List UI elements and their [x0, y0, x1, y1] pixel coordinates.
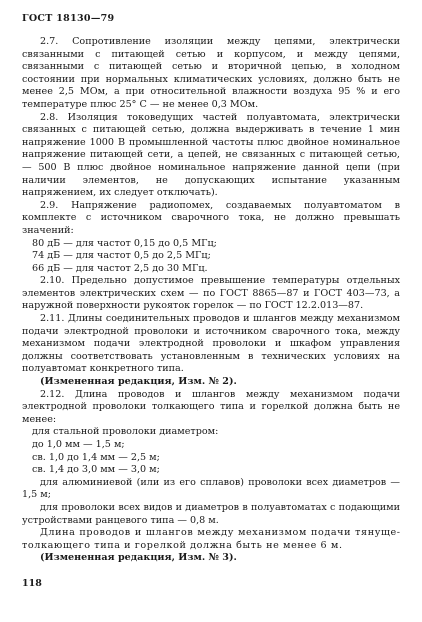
list-item: 74 дБ — для частот 0,5 до 2,5 МГц; [32, 250, 211, 262]
paragraph-2-12: 2.12. Длина проводов и шлангов между механизмом подачи электродной проволоки толкающего типа и горелкой должна быть не менее: [22, 388, 400, 425]
list-item: для стальной проволоки диаметром: [32, 426, 219, 438]
list-item: св. 1,4 до 3,0 мм — 3,0 м; [32, 464, 160, 476]
page-number: 118 [22, 578, 42, 589]
amendment-note: (Измененная редакция, Изм. № 3). [40, 552, 237, 564]
paragraph-aluminium: для алюминиевой (или из его сплавов) проволоки всех диаметров — 1,5 м; [22, 476, 400, 501]
list-item: 80 дБ — для частот 0,15 до 0,5 МГц; [32, 237, 217, 249]
paragraph-2-10: 2.10. Предельно допустимое превышение температуры отдельных элементов электрических схем — по ГОСТ 8865—87 и ГОСТ 403—73, а наружной поверхности рукояток горелок — по ГОСТ 12.2.013—87. [22, 275, 400, 312]
paragraph-all-wires: для проволоки всех видов и диаметров в полуавтоматах с подающими устройствами ранцевого типа — 0,8 м. [22, 501, 400, 526]
list-item: св. 1,0 до 1,4 мм — 2,5 м; [32, 451, 160, 463]
list-item: 66 дБ — для частот 2,5 до 30 МГц. [32, 262, 208, 274]
paragraph-2-8: 2.8. Изоляция токоведущих частей полуавтомата, электрически связанных с питающей сетью, должна выдерживать в течение 1 мин напряжение 1000 В промышленной частоты плюс двойное номинальное напряжение питающей сети, а цепей, не связанных с питающей сетью, — 500 В плюс двойное номинальное напряжение данной цепи (при наличии элементов, не допускающих испытание указанным напряжением, их следует отключать). [22, 111, 400, 199]
list-item: до 1,0 мм — 1,5 м; [32, 439, 125, 450]
paragraph-2-9: 2.9. Напряжение радиопомех, создаваемых полуавтоматом в комплекте с источником сварочного тока, не должно превышать значений: [22, 199, 400, 236]
paragraph-2-7: 2.7. Сопротивление изоляции между цепями, электрически связанными с питающей сетью и корпусом, и между цепями, связанными с питающей сетью и вторичной цепью, в холодном состоянии при нормальных климатических условиях, должно быть не менее 2,5 МОм, а при относительной влажности воздуха 95 % и его температуре плюс 25° С — не менее 0,3 МОм. [22, 36, 400, 110]
amendment-note: (Измененная редакция, Изм. № 2). [40, 376, 237, 388]
document-body [22, 36, 400, 565]
paragraph-pull-type: Длина проводов и шлангов между механизмом подачи тянущетолкающего типа и горелкой должна быть не менее 6 м. [22, 527, 400, 551]
paragraph-2-11: 2.11. Длины соединительных проводов и шлангов между механизмом подачи электродной проволоки и источником сварочного тока, между механизмом подачи электродной проволоки и шкафом управления должны соответствовать установленным в технических условиях на полуавтомат конкретного типа. [22, 313, 400, 375]
document-header: ГОСТ 18130—79 [22, 13, 115, 24]
